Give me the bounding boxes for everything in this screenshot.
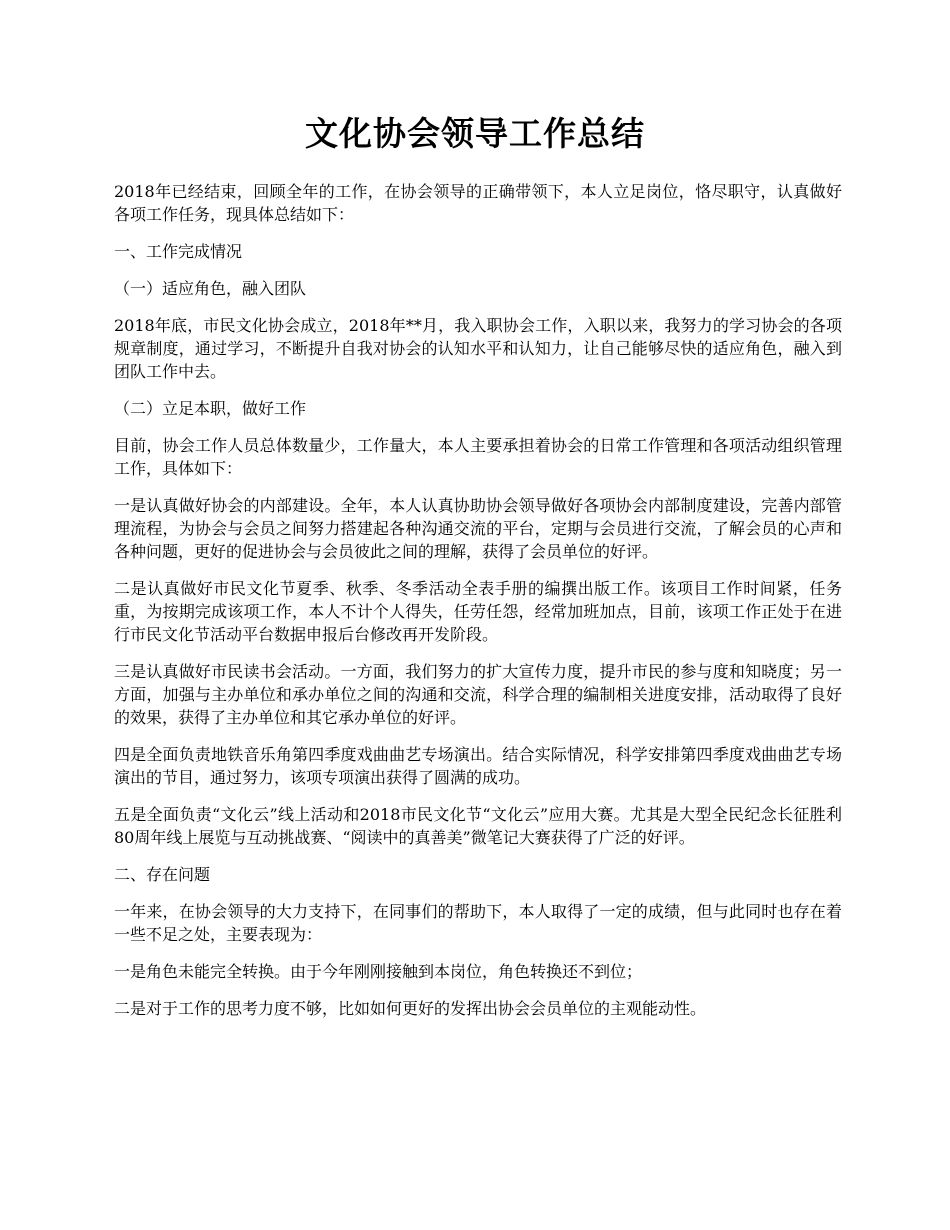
paragraph-current-workload: 目前，协会工作人员总体数量少，工作量大，本人主要承担着协会的日常工作管理和各项活动组织管理工作，具体如下： (114, 436, 842, 478)
intro-paragraph: 2018年已经结束，回顾全年的工作，在协会领导的正确带领下，本人立足岗位，恪尽职守，认真做好各项工作任务，现具体总结如下： (114, 182, 842, 224)
paragraph-item-one: 一是认真做好协会的内部建设。全年，本人认真协助协会领导做好各项协会内部制度建设，完善内部管理流程，为协会与会员之间努力搭建起各种沟通交流的平台，定期与会员进行交流，了解会员的心声和各种问题，更好的促进协会与会员彼此之间的理解，获得了会员单位的好评。 (114, 496, 842, 561)
paragraph-item-three: 三是认真做好市民读书会活动。一方面，我们努力的扩大宣传力度，提升市民的参与度和知晓度；另一方面，加强与主办单位和承办单位之间的沟通和交流，科学合理的编制相关进度安排，活动取得了良好的效果，获得了主办单位和其它承办单位的好评。 (114, 662, 842, 727)
document-title: 文化协会领导工作总结 (305, 114, 645, 153)
paragraph-problem-two: 二是对于工作的思考力度不够，比如如何更好的发挥出协会会员单位的主观能动性。 (114, 999, 707, 1018)
paragraph-problem-one: 一是角色未能完全转换。由于今年刚刚接触到本岗位，角色转换还不到位； (114, 962, 643, 981)
paragraph-item-two: 二是认真做好市民文化节夏季、秋季、冬季活动全表手册的编撰出版工作。该项目工作时间紧，任务重，为按期完成该项工作，本人不计个人得失，任劳任怨，经常加班加点，目前，该项工作正处于在进行市民文化节活动平台数据申报后台修改再开发阶段。 (114, 579, 842, 644)
section-heading-problems: 二、存在问题 (114, 865, 211, 884)
document-body (114, 180, 842, 1034)
subsection-heading-do-job-well: （二）立足本职，做好工作 (114, 399, 307, 418)
paragraph-item-five: 五是全面负责“文化云”线上活动和2018市民文化节“文化云”应用大赛。尤其是大型全民纪念长征胜利80周年线上展览与互动挑战赛、“阅读中的真善美”微笔记大赛获得了广泛的好评。 (114, 805, 842, 847)
section-heading-work-completion: 一、工作完成情况 (114, 242, 243, 261)
paragraph-adapt-role: 2018年底，市民文化协会成立，2018年**月，我入职协会工作，入职以来，我努力的学习协会的各项规章制度，通过学习，不断提升自我对协会的认知水平和认知力，让自己能够尽快的适应角色，融入到团队工作中去。 (114, 316, 842, 381)
subsection-heading-adapt-role: （一）适应角色，融入团队 (114, 279, 307, 298)
paragraph-item-four: 四是全面负责地铁音乐角第四季度戏曲曲艺专场演出。结合实际情况，科学安排第四季度戏曲曲艺专场演出的节目，通过努力，该项专项演出获得了圆满的成功。 (114, 745, 842, 787)
paragraph-problems-intro: 一年来，在协会领导的大力支持下，在同事们的帮助下，本人取得了一定的成绩，但与此同时也存在着一些不足之处，主要表现为： (114, 902, 842, 944)
